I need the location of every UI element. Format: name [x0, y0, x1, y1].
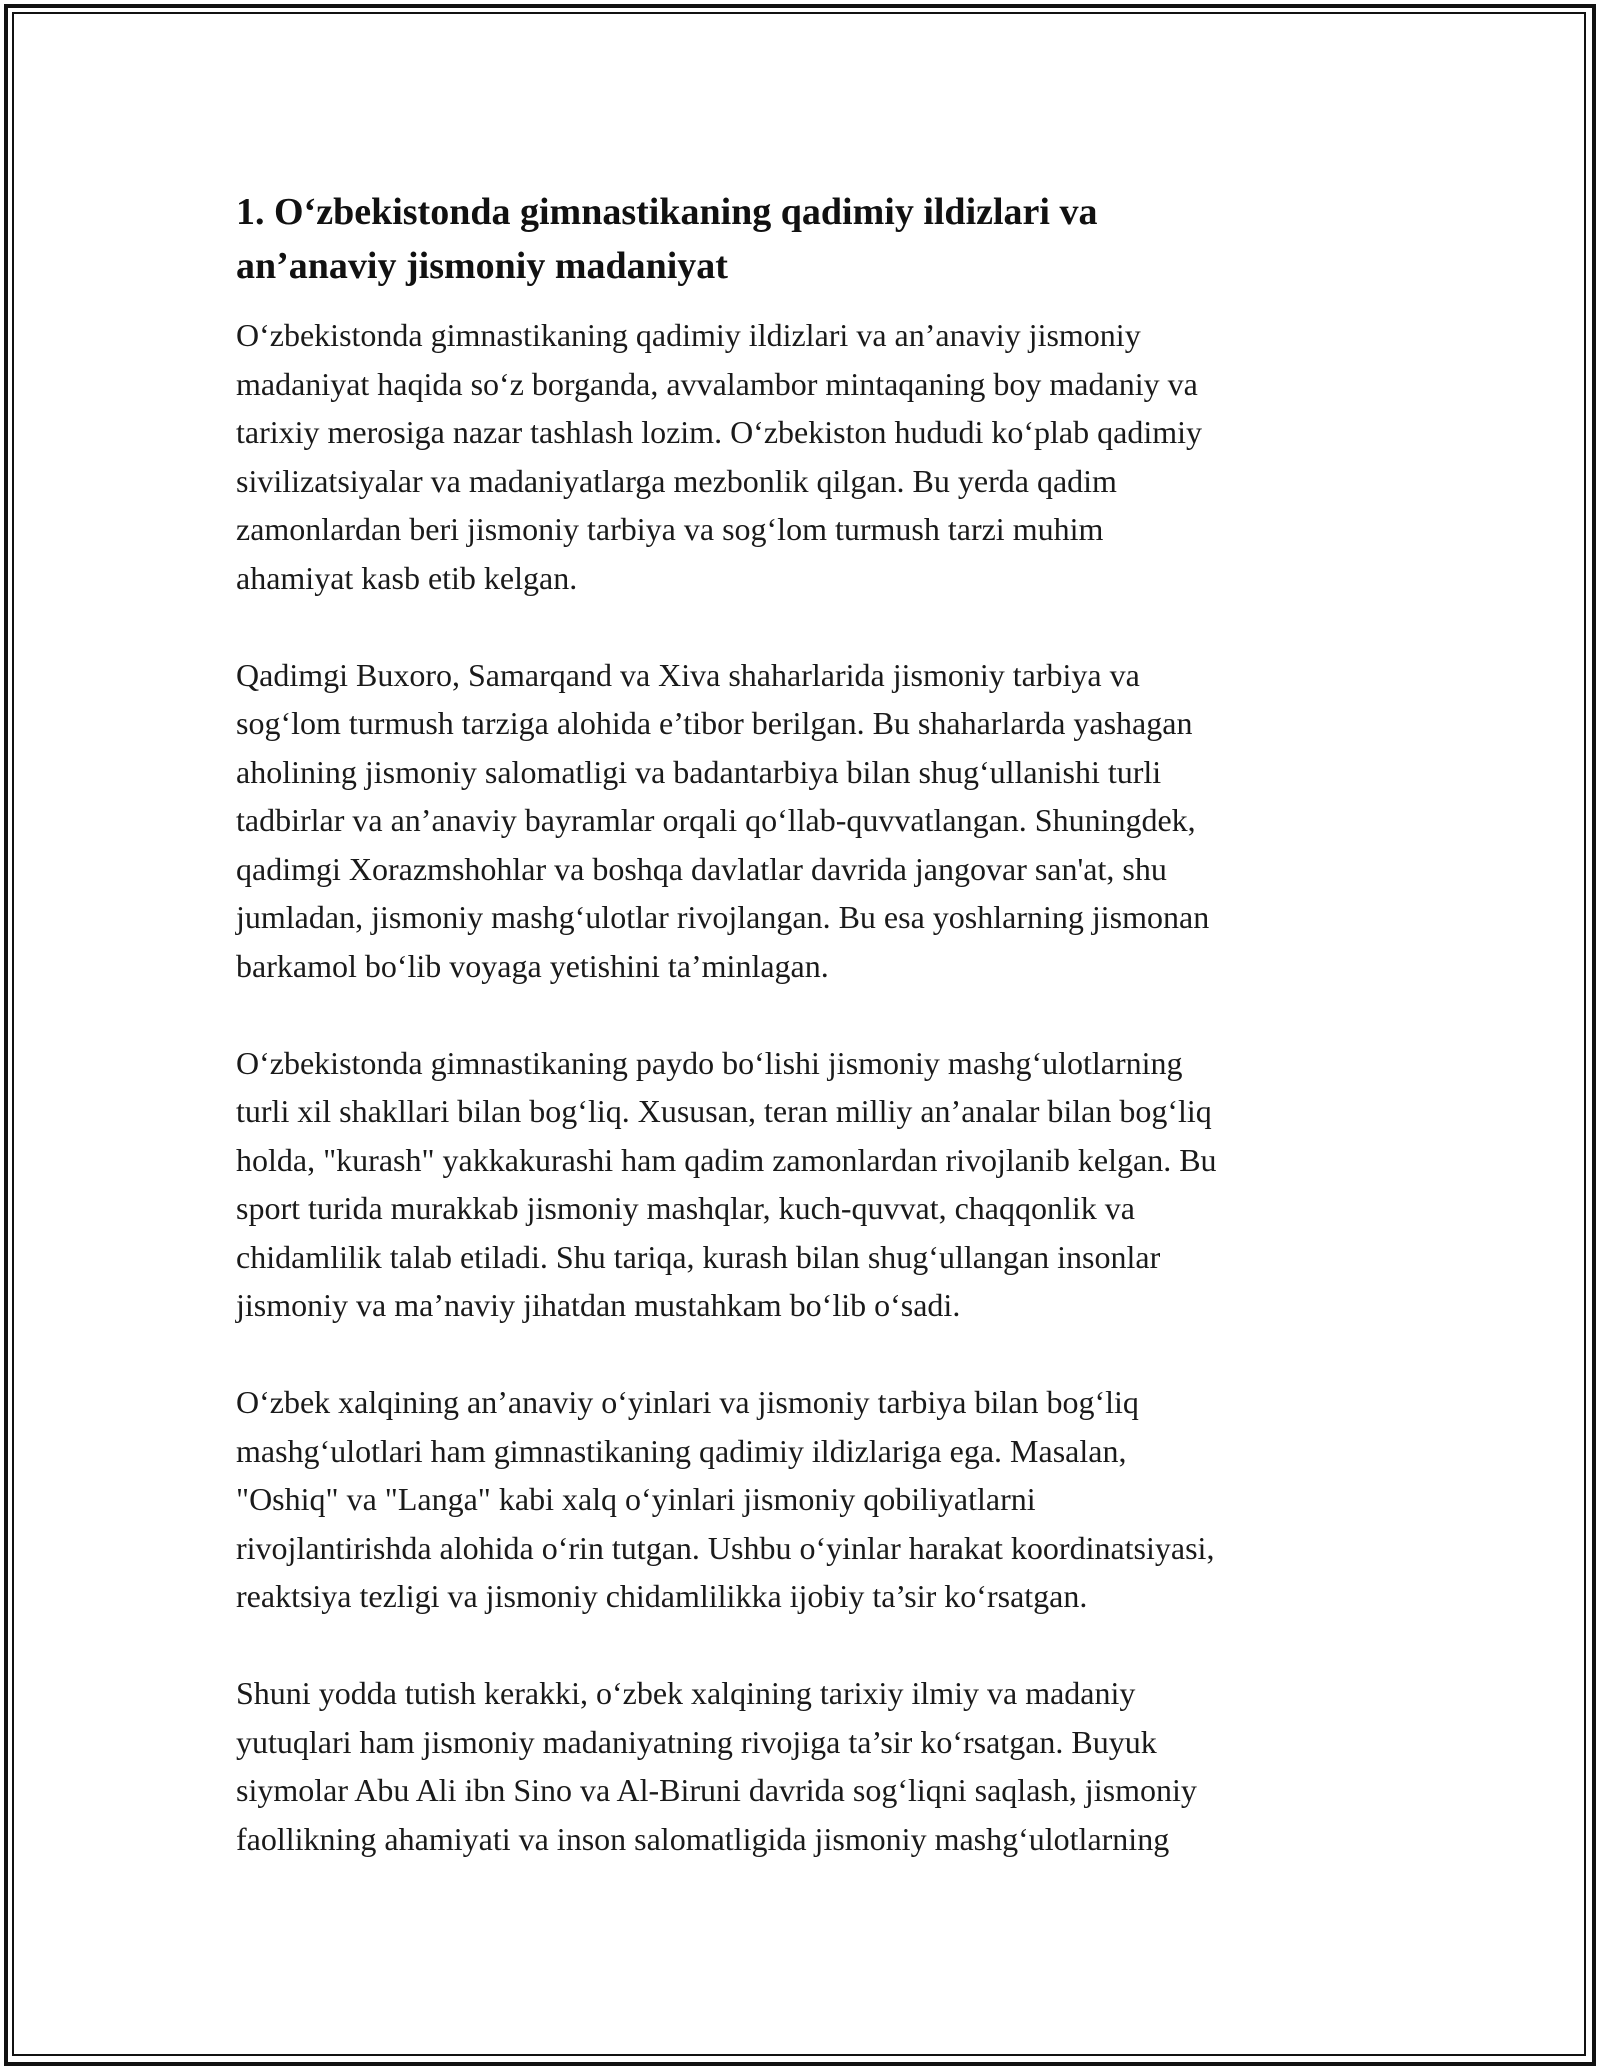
text-line: siymolar Abu Ali ibn Sino va Al-Biruni davrida sog‘liqni saqlash, jismoniy	[236, 1772, 1197, 1808]
text-line: madaniyat haqida so‘z borganda, avvalambor mintaqaning boy madaniy va	[236, 365, 1198, 402]
text-line: "Oshiq" va "Langa" kabi xalq o‘yinlari jismoniy qobiliyatlarni	[236, 1481, 1036, 1517]
paragraph-2	[236, 651, 1366, 991]
text-line: yutuqlari ham jismoniy madaniyatning rivojiga ta’sir ko‘rsatgan. Buyuk	[236, 1723, 1157, 1760]
text-line: jismoniy va ma’naviy jihatdan mustahkam bo‘lib o‘sadi.	[236, 1287, 961, 1323]
paragraph-4	[236, 1378, 1366, 1621]
text-line: tarixiy merosiga nazar tashlash lozim. O‘zbekiston hududi ko‘plab qadimiy	[236, 414, 1202, 450]
text-line: jumladan, jismoniy mashg‘ulotlar rivojlangan. Bu esa yoshlarning jismonan	[236, 899, 1210, 935]
text-line: aholining jismoniy salomatligi va badantarbiya bilan shug‘ullanishi turli	[236, 753, 1162, 790]
text-line: turli xil shakllari bilan bog‘liq. Xususan, teran milliy an’analar bilan bog‘liq	[236, 1093, 1212, 1129]
text-line: qadimgi Xorazmshohlar va boshqa davlatlar davrida jangovar san'at, shu	[236, 850, 1167, 887]
text-line: holda, "kurash" yakkakurashi ham qadim zamonlardan rivojlanib kelgan. Bu	[236, 1141, 1217, 1178]
text-line: tadbirlar va an’anaviy bayramlar orqali qo‘llab-quvvatlangan. Shuningdek,	[236, 802, 1196, 838]
paragraph-1	[236, 311, 1366, 602]
text-line: O‘zbek xalqining an’anaviy o‘yinlari va jismoniy tarbiya bilan bog‘liq	[236, 1384, 1139, 1420]
text-line: ahamiyat kasb etib kelgan.	[236, 559, 578, 596]
paragraph-3	[236, 1039, 1366, 1330]
text-line: O‘zbekistonda gimnastikaning paydo bo‘lishi jismoniy mashg‘ulotlarning	[236, 1044, 1183, 1081]
text-line: sport turida murakkab jismoniy mashqlar, kuch-quvvat, chaqqonlik va	[236, 1190, 1135, 1226]
paragraph-5	[236, 1669, 1366, 1863]
text-line: barkamol bo‘lib voyaga yetishini ta’minlagan.	[236, 947, 829, 984]
text-line: mashg‘ulotlari ham gimnastikaning qadimiy ildizlariga ega. Masalan,	[236, 1432, 1127, 1469]
heading-line: 1. O‘zbekistonda gimnastikaning qadimiy ildizlari va	[236, 191, 1098, 233]
text-line: Qadimgi Buxoro, Samarqand va Xiva shaharlarida jismoniy tarbiya va	[236, 656, 1140, 693]
text-line: reaktsiya tezligi va jismoniy chidamlilikka ijobiy ta’sir ko‘rsatgan.	[236, 1578, 1088, 1614]
text-line: Shuni yodda tutish kerakki, o‘zbek xalqining tarixiy ilmiy va madaniy	[236, 1675, 1136, 1711]
text-line: zamonlardan beri jismoniy tarbiya va sog‘lom turmush tarzi muhim	[236, 511, 1104, 547]
document-body	[236, 185, 1366, 1863]
text-line: rivojlantirishda alohida o‘rin tutgan. Ushbu o‘yinlar harakat koordinatsiyasi,	[236, 1529, 1215, 1566]
text-line: sog‘lom turmush tarziga alohida e’tibor berilgan. Bu shaharlarda yashagan	[236, 705, 1193, 741]
heading-line: an’anaviy jismoniy madaniyat	[236, 245, 728, 287]
text-line: sivilizatsiyalar va madaniyatlarga mezbonlik qilgan. Bu yerda qadim	[236, 462, 1117, 499]
section-heading	[236, 185, 1366, 293]
text-line: faollikning ahamiyati va inson salomatligida jismoniy mashg‘ulotlarning	[236, 1820, 1170, 1857]
text-line: O‘zbekistonda gimnastikaning qadimiy ildizlari va an’anaviy jismoniy	[236, 317, 1141, 353]
text-line: chidamlilik talab etiladi. Shu tariqa, kurash bilan shug‘ullangan insonlar	[236, 1238, 1161, 1275]
